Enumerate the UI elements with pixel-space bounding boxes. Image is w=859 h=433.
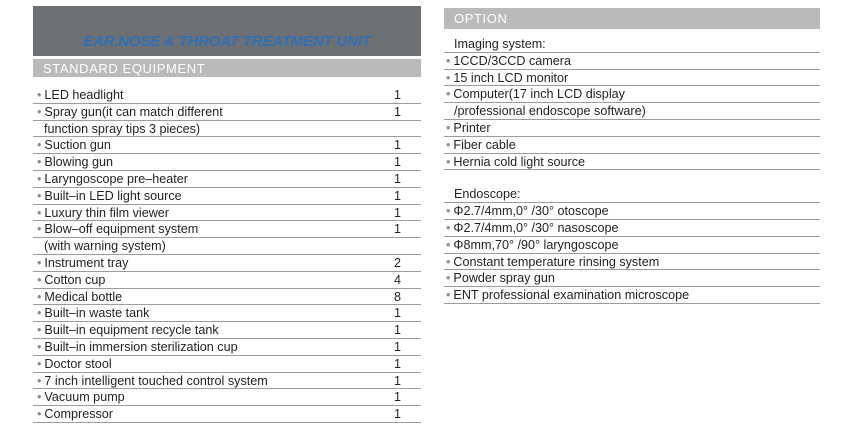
bullet-icon: •	[37, 272, 42, 287]
standard-equipment-panel	[33, 6, 421, 423]
endoscope-list	[444, 203, 820, 304]
item-quantity: 4	[393, 272, 401, 287]
bullet-icon: •	[446, 204, 451, 219]
item-name: Suction gun	[44, 138, 111, 153]
item-name: Hernia cold light source	[453, 154, 586, 169]
list-item	[444, 287, 820, 304]
list-item	[33, 339, 421, 356]
item-name: Computer(17 inch LCD display	[453, 87, 625, 102]
bullet-icon: •	[37, 222, 42, 237]
bullet-icon: •	[446, 220, 451, 235]
item-name: ENT professional examination microscope	[453, 288, 690, 303]
list-item	[33, 171, 421, 188]
list-item	[444, 137, 820, 154]
list-item	[33, 389, 421, 406]
item-name: 1CCD/3CCD camera	[453, 53, 571, 68]
bullet-icon: •	[37, 88, 42, 102]
imaging-system-heading: Imaging system:	[444, 36, 820, 53]
endoscope-heading: Endoscope:	[444, 186, 820, 203]
list-item	[444, 203, 820, 220]
list-item	[33, 356, 421, 373]
bullet-icon: •	[37, 339, 42, 354]
item-quantity: 1	[393, 390, 401, 405]
bullet-icon: •	[37, 255, 42, 270]
item-quantity: 1	[393, 306, 401, 321]
item-name: Fiber cable	[453, 137, 516, 152]
list-item-continuation	[33, 121, 421, 138]
list-item	[444, 86, 820, 103]
item-name: (with warning system)	[44, 239, 166, 254]
item-name: Compressor	[44, 407, 114, 422]
list-item	[33, 406, 421, 423]
item-name: /professional endoscope software)	[454, 104, 646, 119]
list-item	[33, 154, 421, 171]
item-quantity: 1	[393, 88, 401, 102]
bullet-icon: •	[446, 271, 451, 286]
list-item	[444, 220, 820, 237]
bullet-icon: •	[37, 407, 42, 422]
bullet-icon: •	[446, 288, 451, 303]
bullet-icon: •	[446, 137, 451, 152]
item-quantity: 1	[393, 356, 401, 371]
list-item	[33, 87, 421, 104]
item-name: 7 inch intelligent touched control system	[44, 373, 268, 388]
bullet-icon: •	[446, 237, 451, 252]
item-name: Built–in LED light source	[44, 188, 182, 203]
page-title: EAR.NOSE & THROAT TREATMENT UNIT	[83, 33, 371, 50]
list-item	[33, 104, 421, 121]
list-item-continuation	[444, 103, 820, 120]
item-quantity: 1	[393, 339, 401, 354]
list-item	[33, 289, 421, 306]
item-quantity: 8	[393, 289, 401, 304]
spacer	[444, 170, 820, 186]
bullet-icon: •	[37, 188, 42, 203]
item-quantity: 1	[393, 323, 401, 338]
item-quantity: 1	[393, 171, 401, 186]
item-name: Laryngoscope pre–heater	[44, 171, 188, 186]
item-name: Vacuum pump	[44, 390, 125, 405]
item-quantity: 1	[393, 407, 401, 422]
list-item	[33, 137, 421, 154]
bullet-icon: •	[37, 323, 42, 338]
item-name: Luxury thin film viewer	[44, 205, 170, 220]
bullet-icon: •	[37, 390, 42, 405]
list-item	[33, 305, 421, 322]
standard-equipment-heading: STANDARD EQUIPMENT	[33, 59, 421, 77]
list-item	[33, 221, 421, 238]
item-name: Printer	[453, 120, 491, 135]
item-name: Powder spray gun	[453, 271, 555, 286]
option-heading: OPTION	[444, 8, 820, 29]
item-quantity: 1	[393, 138, 401, 153]
list-item	[444, 154, 820, 171]
bullet-icon: •	[446, 53, 451, 68]
bullet-icon: •	[37, 171, 42, 186]
item-name: LED headlight	[44, 88, 124, 102]
item-name: Φ2.7/4mm,0° /30° nasoscope	[453, 220, 619, 235]
item-name: Constant temperature rinsing system	[453, 254, 660, 269]
bullet-icon: •	[37, 155, 42, 170]
list-item	[444, 53, 820, 70]
bullet-icon: •	[446, 120, 451, 135]
item-quantity: 1	[393, 222, 401, 237]
bullet-icon: •	[37, 205, 42, 220]
item-name: Doctor stool	[44, 356, 112, 371]
item-name: Medical bottle	[44, 289, 123, 304]
item-quantity: 1	[393, 373, 401, 388]
item-name: Blow–off equipment system	[44, 222, 199, 237]
bullet-icon: •	[446, 254, 451, 269]
bullet-icon: •	[37, 104, 42, 119]
list-item	[33, 373, 421, 390]
list-item	[444, 237, 820, 254]
bullet-icon: •	[446, 70, 451, 85]
list-item	[33, 272, 421, 289]
list-item	[33, 255, 421, 272]
title-banner	[33, 6, 421, 56]
item-name: 15 inch LCD monitor	[453, 70, 569, 85]
list-item	[444, 70, 820, 87]
item-quantity: 1	[393, 155, 401, 170]
bullet-icon: •	[37, 289, 42, 304]
item-name: Instrument tray	[44, 255, 129, 270]
item-quantity: 2	[393, 255, 401, 270]
item-name: Built–in waste tank	[44, 306, 150, 321]
imaging-system-list	[444, 53, 820, 171]
list-item	[444, 270, 820, 287]
item-name: Cotton cup	[44, 272, 106, 287]
list-item-continuation	[33, 238, 421, 255]
item-quantity: 1	[393, 188, 401, 203]
list-item	[33, 188, 421, 205]
bullet-icon: •	[446, 87, 451, 102]
item-name: Φ2.7/4mm,0° /30° otoscope	[453, 204, 609, 219]
item-name: Spray gun(it can match different	[44, 104, 223, 119]
bullet-icon: •	[37, 138, 42, 153]
bullet-icon: •	[37, 373, 42, 388]
item-name: function spray tips 3 pieces)	[44, 121, 201, 136]
item-name: Blowing gun	[44, 155, 114, 170]
item-name: Built–in equipment recycle tank	[44, 323, 219, 338]
list-item	[444, 120, 820, 137]
bullet-icon: •	[37, 356, 42, 371]
item-name: Built–in immersion sterilization cup	[44, 339, 238, 354]
list-item	[33, 322, 421, 339]
item-quantity: 1	[393, 104, 401, 119]
standard-equipment-list	[33, 87, 421, 423]
list-item	[444, 254, 820, 271]
bullet-icon: •	[446, 154, 451, 169]
item-name: Φ8mm,70° /90° laryngoscope	[453, 237, 619, 252]
item-quantity: 1	[393, 205, 401, 220]
list-item	[33, 205, 421, 222]
bullet-icon: •	[37, 306, 42, 321]
option-panel	[444, 8, 820, 304]
